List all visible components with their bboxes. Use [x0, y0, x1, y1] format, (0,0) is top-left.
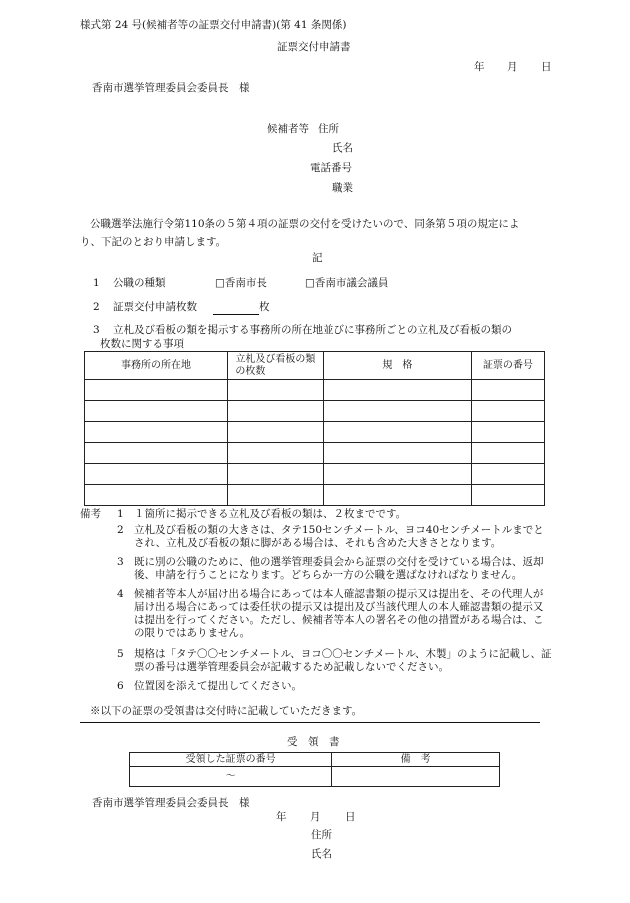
separator-line	[80, 722, 540, 723]
table-cell[interactable]	[323, 401, 471, 422]
table-cell[interactable]	[471, 443, 544, 464]
remark-2-text: 立札及び看板の類の大きさは、タテ150センチメートル、ヨコ40センチメートルまでとされ、立札及び看板の類に脚がある場合は、それも含めた大きさとなります。	[134, 524, 544, 550]
receipt-addressee: 香南市選挙管理委員会委員長 様	[92, 797, 250, 809]
form-number: 様式第 24 号(候補者等の証票交付申請書)(第 41 条関係)	[80, 19, 347, 31]
option-mayor-checkbox[interactable]: □香南市長	[215, 277, 267, 289]
table-row	[85, 485, 545, 506]
col-specification: 規 格	[323, 352, 471, 380]
receipt-title: 受 領 書	[287, 736, 340, 748]
receipt-date-year: 年	[276, 811, 287, 823]
date-year: 年	[474, 61, 485, 73]
table-cell[interactable]	[228, 485, 324, 506]
item2-unit: 枚	[259, 301, 270, 313]
table-cell[interactable]	[323, 443, 471, 464]
table-cell[interactable]	[228, 443, 324, 464]
col-sign-count-text: 立札及び看板の類の枚数	[235, 354, 316, 377]
remark-3-text: 既に別の公職のために、他の選挙管理委員会から証票の交付を受けている場合は、返却後、申請を行うことになります。どちらか一方の公職を選ばなければなりません。	[134, 556, 544, 582]
table-cell[interactable]	[228, 380, 324, 401]
document-title: 証票交付申請書	[277, 41, 351, 53]
receipt-table	[129, 752, 500, 787]
table-cell[interactable]	[228, 401, 324, 422]
remarks-label: 備考	[80, 508, 101, 520]
receipt-remarks-cell[interactable]	[332, 767, 500, 787]
applicant-label: 候補者等	[267, 123, 309, 135]
table-row	[85, 464, 545, 485]
table-cell[interactable]	[471, 422, 544, 443]
item1-label: 公職の種類	[113, 277, 166, 289]
applicant-name-label: 氏名	[332, 142, 353, 154]
table-cell[interactable]	[85, 380, 228, 401]
col-office-location: 事務所の所在地	[85, 352, 228, 380]
intro-line-2: り、下記のとおり申請します。	[80, 236, 227, 248]
option-council-checkbox[interactable]: □香南市議会議員	[305, 277, 389, 289]
item2-count-blank	[213, 301, 259, 315]
remark-2-number: 2	[117, 524, 124, 536]
table-cell[interactable]	[85, 422, 228, 443]
remark-4-text: 候補者等本人が届け出る場合にあっては本人確認書類の提示又は提出を、その代理人が届け出る場合にあっては委任状の提示又は提出及び当該代理人の本人確認書類の提示又は提出を行ってください。ただし、候補者等本人の署名その他の措置がある場合は、この限りではありません。	[134, 588, 544, 640]
date-month: 月	[507, 61, 518, 73]
receipt-date-month: 月	[310, 811, 321, 823]
remark-5-text: 規格は「タテ〇〇センチメートル、ヨコ〇〇センチメートル、木製」のように記載し、証票の番号は選挙管理委員会が記載するため記載しないでください。	[134, 648, 552, 674]
table-row	[130, 767, 500, 787]
col-received-number: 受領した証票の番号	[130, 753, 332, 767]
item2-number: 2	[93, 301, 100, 313]
remark-6-text: 位置図を添えて提出してください。	[134, 680, 302, 692]
received-number-range[interactable]: ～	[130, 767, 332, 787]
remark-4-number: 4	[117, 588, 124, 600]
table-row	[85, 401, 545, 422]
table-cell[interactable]	[228, 464, 324, 485]
table-cell[interactable]	[85, 485, 228, 506]
table-cell[interactable]	[85, 401, 228, 422]
col-certificate-number: 証票の番号	[471, 352, 544, 380]
item2-label: 証票交付申請枚数	[113, 301, 197, 313]
item2-count-field[interactable]	[213, 301, 270, 315]
table-cell[interactable]	[228, 422, 324, 443]
item3-line-1: 立札及び看板の類を掲示する事務所の所在地並びに事務所ごとの立札及び看板の類の	[113, 324, 512, 336]
remark-1-number: 1	[117, 508, 124, 520]
table-cell[interactable]	[323, 422, 471, 443]
ki-heading: 記	[312, 252, 323, 264]
remark-3-number: 3	[117, 556, 124, 568]
intro-line-1: 公職選挙法施行令第110条の５第４項の証票の交付を受けたいので、同条第５項の規定によ	[90, 218, 520, 230]
col-receipt-remarks: 備 考	[332, 753, 500, 767]
office-table-header	[85, 352, 545, 380]
applicant-phone-label: 電話番号	[310, 162, 352, 174]
table-cell[interactable]	[471, 464, 544, 485]
table-cell[interactable]	[85, 464, 228, 485]
table-cell[interactable]	[85, 443, 228, 464]
remark-5-number: 5	[117, 648, 124, 660]
addressee: 香南市選挙管理委員会委員長 様	[92, 82, 250, 94]
date-day: 日	[541, 61, 552, 73]
item1-number: 1	[93, 277, 100, 289]
office-table	[84, 351, 545, 506]
table-cell[interactable]	[323, 380, 471, 401]
table-row	[85, 443, 545, 464]
receipt-note: ※以下の証票の受領書は交付時に記載していただきます。	[90, 705, 363, 717]
item3-number: 3	[93, 324, 100, 336]
receipt-address-label: 住所	[311, 829, 332, 841]
table-cell[interactable]	[323, 485, 471, 506]
receipt-table-header	[130, 753, 500, 767]
remark-6-number: 6	[117, 680, 124, 692]
applicant-address-label: 住所	[318, 123, 339, 135]
table-row	[85, 380, 545, 401]
table-cell[interactable]	[471, 485, 544, 506]
table-row	[85, 422, 545, 443]
receipt-name-label: 氏名	[311, 848, 332, 860]
table-cell[interactable]	[323, 464, 471, 485]
receipt-date-day: 日	[345, 811, 356, 823]
table-cell[interactable]	[471, 380, 544, 401]
table-cell[interactable]	[471, 401, 544, 422]
remark-1-text: １箇所に掲示できる立札及び看板の類は、２枚までです。	[134, 508, 407, 520]
applicant-occupation-label: 職業	[332, 182, 353, 194]
col-sign-count	[228, 352, 324, 380]
item3-line-2: 枚数に関する事項	[100, 338, 184, 350]
